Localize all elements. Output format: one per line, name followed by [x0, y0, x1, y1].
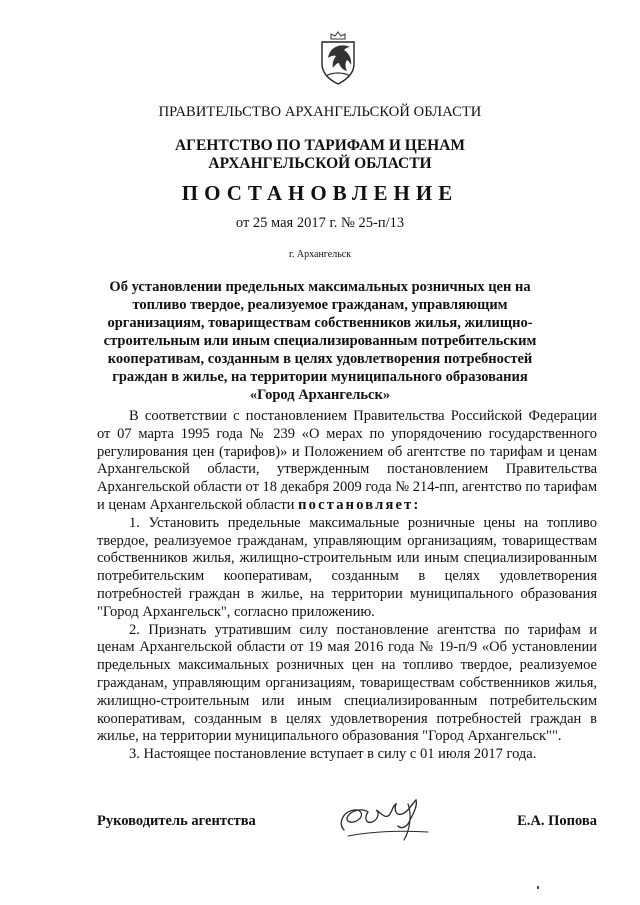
agency-name-line2: АРХАНГЕЛЬСКОЙ ОБЛАСТИ: [208, 155, 432, 172]
document-type: ПОСТАНОВЛЕНИЕ: [181, 181, 459, 205]
signatory-name: Е.А. Попова: [517, 813, 597, 829]
document-date-number: от 25 мая 2017 г. № 25-п/13: [235, 215, 405, 231]
signatory-title: Руководитель агентства: [97, 813, 256, 829]
preamble-text: В соответствии с постановлением Правительства Российской Федерации от 07 марта 1995 года № 239 «О мерах по упорядочению государственного регулирования цен (тарифов)» и Положением об агентстве по тарифам и ценам Архангельской области, утвержденным постановлением Правительства Архангельской области от 18 декабря 2009 года № 214-пп, агентство по тарифам и ценам Архангельской области: [97, 408, 597, 513]
agency-name: [0, 137, 640, 173]
document-body: [97, 408, 597, 764]
handwritten-signature-image: [330, 796, 450, 846]
decides-word: постановляет: [298, 496, 414, 513]
government-name: ПРАВИТЕЛЬСТВО АРХАНГЕЛЬСКОЙ ОБЛАСТИ: [158, 104, 482, 120]
document-city: г. Архангельск: [288, 249, 352, 260]
item-2: 2. Признать утратившим силу постановление агентства по тарифам и ценам Архангельской области от 19 мая 2016 года № 19-п/9 «Об установлении предельных максимальных розничных цен на топливо твердое, реализуемое гражданам, управляющим организациям, товариществам собственников жилья, жилищно-строительным или иным специализированным потребительским кооперативам, созданным в целях удовлетворения потребностей граждан в жилье, на территории муниципального образования "Город Архангельск"".: [97, 621, 597, 745]
item-3: 3. Настоящее постановление вступает в силу с 01 июля 2017 года.: [129, 746, 537, 763]
agency-name-line1: АГЕНТСТВО ПО ТАРИФАМ И ЦЕНАМ: [174, 137, 466, 154]
scan-mark: [537, 886, 539, 889]
item-1: 1. Установить предельные максимальные розничные цены на топливо твердое, реализуемое гражданам, управляющим организациям, товариществам собственников жилья, жилищно-строительным или иным специализированным потребительским кооперативам, созданным в целях удовлетворения потребностей граждан в жилье, на территории муниципального образования "Город Архангельск", согласно приложению.: [97, 514, 597, 620]
preamble-paragraph: [97, 408, 597, 515]
document-subject: Об установлении предельных максимальных розничных цен на топливо твердое, реализуемое гражданам, управляющим организациям, товариществам собственников жилья, жилищно-строительным или иным специализированным потребительским кооперативам, созданным в целях удовлетворения потребностей граждан в жилье, на территории муниципального образования «Город Архангельск»: [103, 279, 537, 403]
coat-of-arms-icon: [316, 30, 360, 86]
decides-colon: :: [413, 496, 421, 513]
